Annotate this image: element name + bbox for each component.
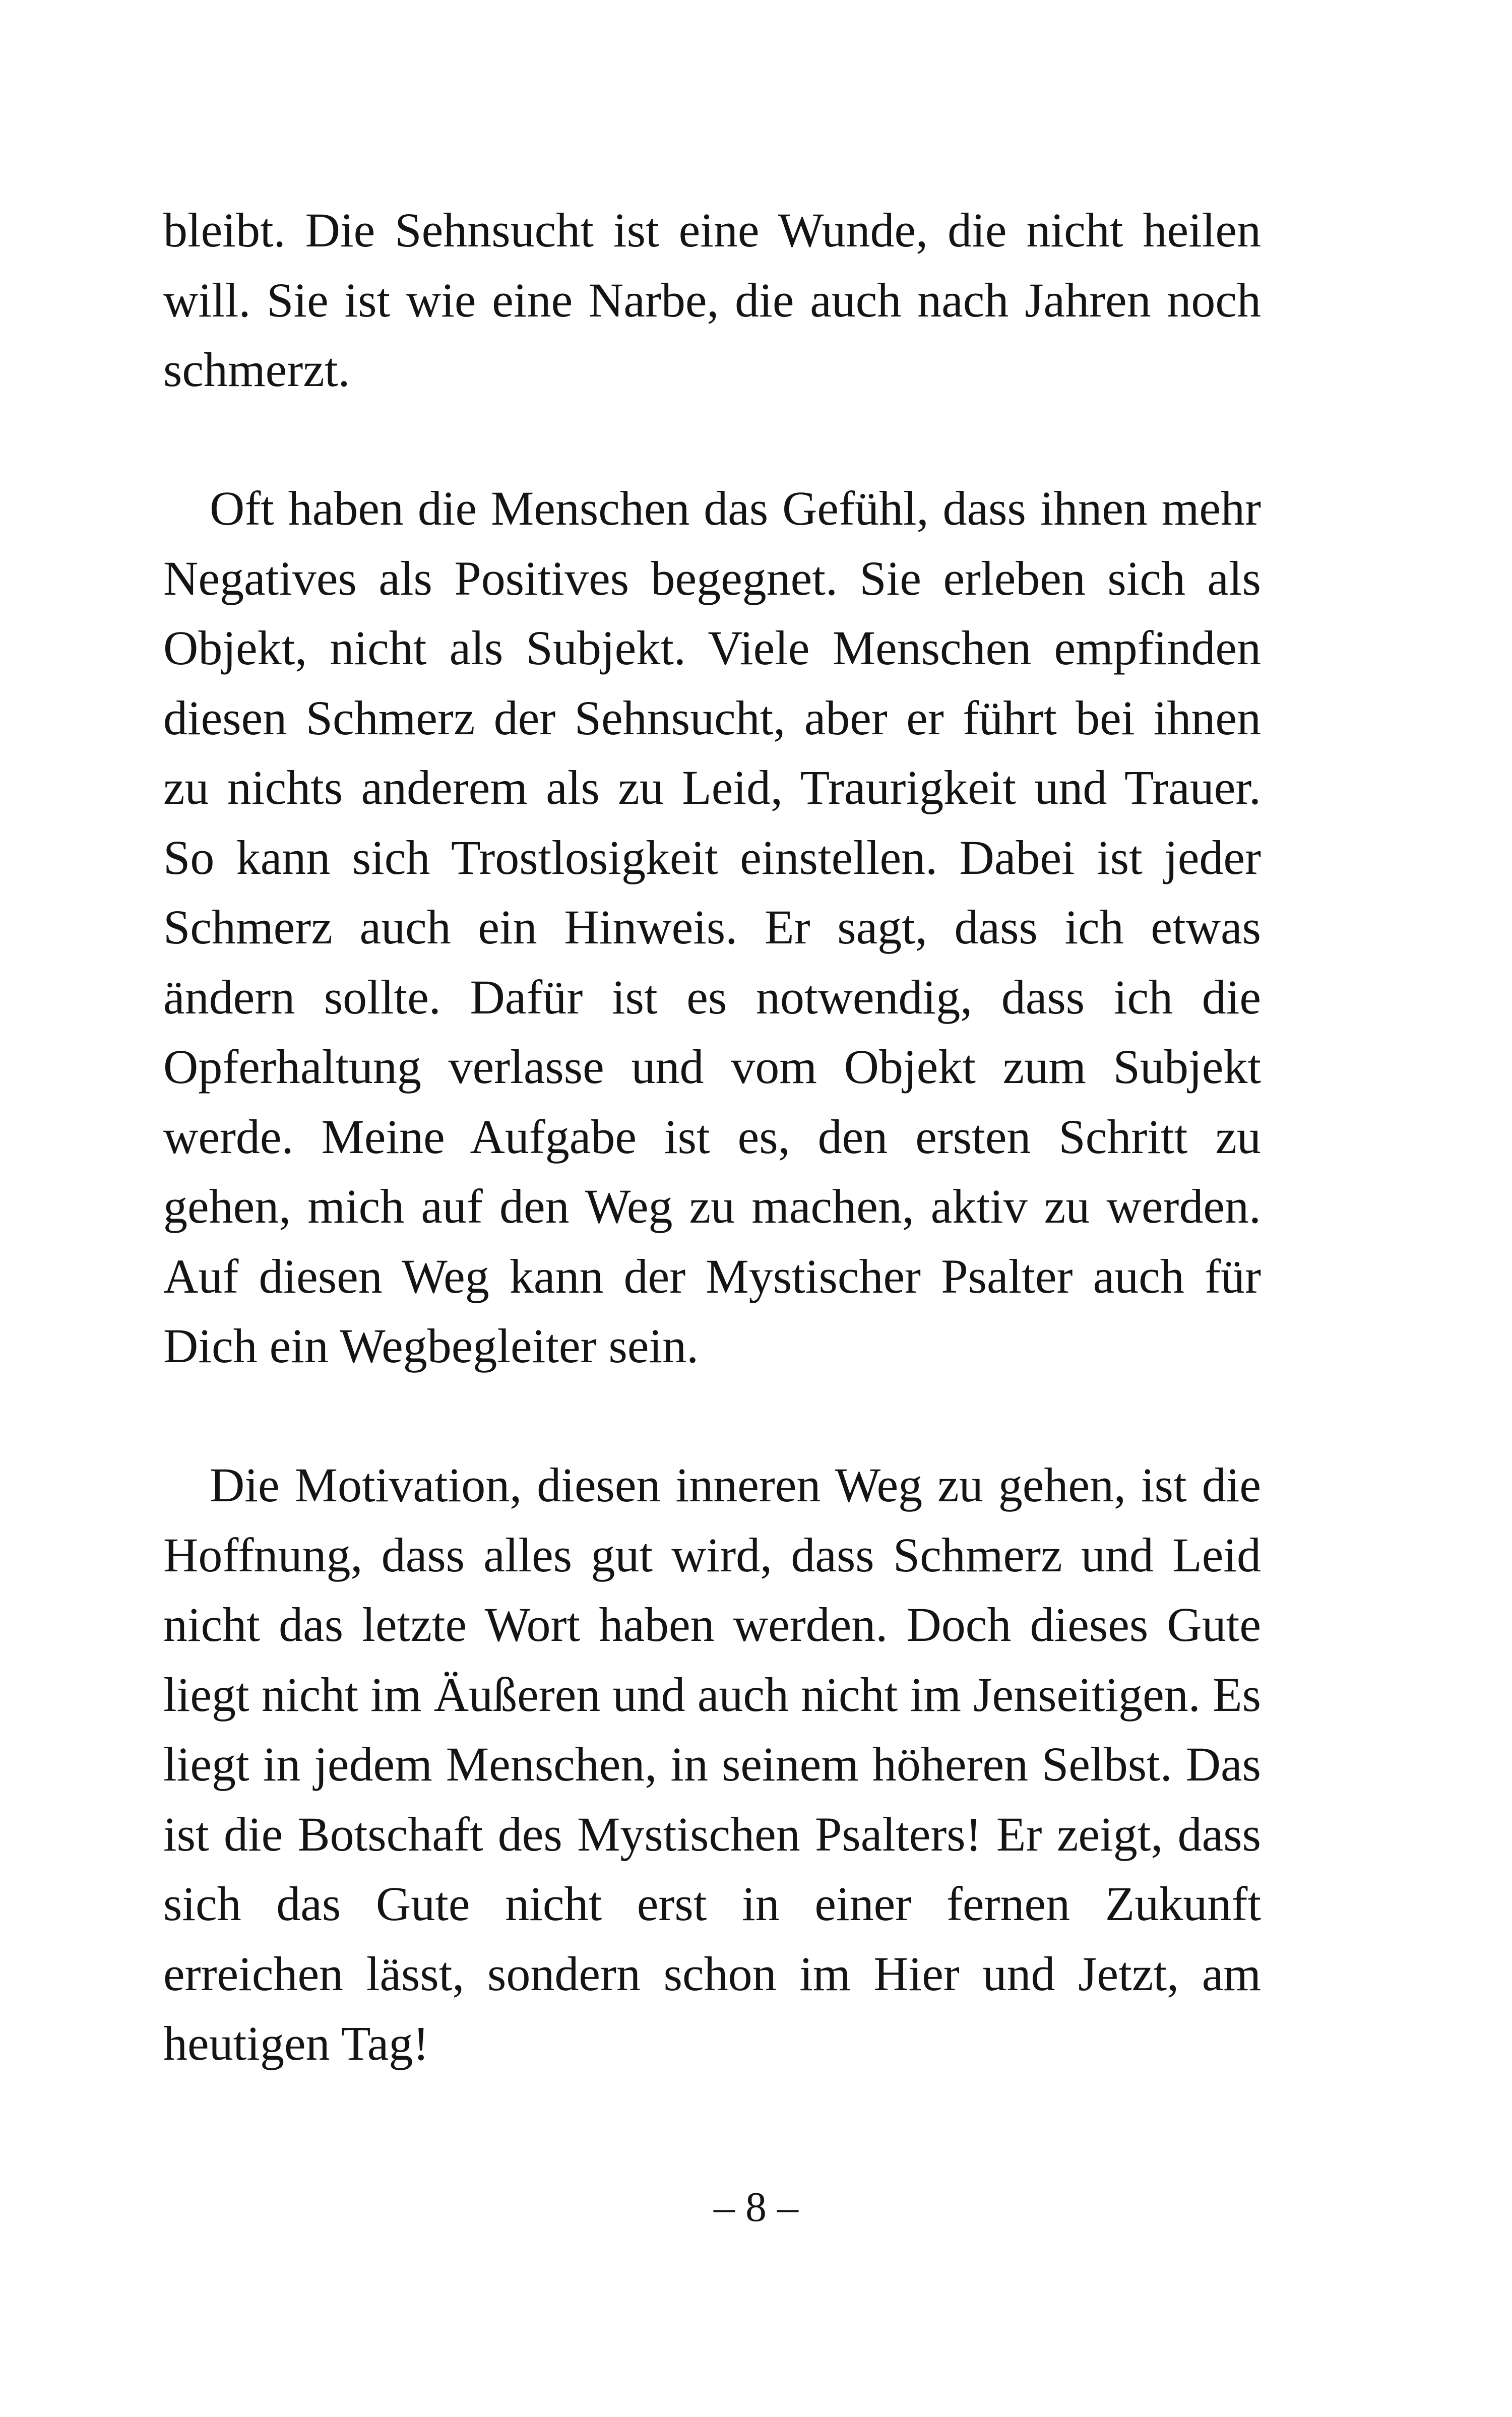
- page-number: – 8 –: [714, 2184, 798, 2231]
- paragraph-motivation: Die Motivation, diesen inneren Weg zu gehen, ist die Hoffnung, dass alles gut wird, dass Schmerz und Leid nicht das letzte Wort haben werden. Doch dieses Gute liegt nicht im Äußeren und auch nicht im Jenseitigen. Es liegt in jedem Menschen, in seinem höheren Selbst. Das ist die Botschaft des Mystischen Psalters! Er zeigt, dass sich das Gute nicht erst in einer fernen Zukunft erreichen lässt, sondern schon im Hier und Jetzt, am heutigen Tag!: [163, 1458, 1261, 2070]
- paragraph-negatives: Oft haben die Menschen das Gefühl, dass ihnen mehr Negatives als Positives begegnet. Sie erleben sich als Objekt, nicht als Subjekt. Viele Menschen empfinden diesen Schmerz der Sehnsucht, aber er führt bei ihnen zu nichts anderem als zu Leid, Traurigkeit und Trauer. So kann sich Trostlosigkeit einstellen. Dabei ist jeder Schmerz auch ein Hinweis. Er sagt, dass ich etwas ändern sollte. Dafür ist es notwendig, dass ich die Opferhaltung verlasse und vom Objekt zum Subjekt werde. Meine Aufgabe ist es, den ersten Schritt zu gehen, mich auf den Weg zu machen, aktiv zu werden. Auf diesen Weg kann der Mystischer Psalter auch für Dich ein Wegbegleiter sein.: [163, 481, 1261, 1373]
- paragraph-continuation: bleibt. Die Sehnsucht ist eine Wunde, die nicht heilen will. Sie ist wie eine Narbe, die auch nach Jahren noch schmerzt.: [163, 203, 1261, 397]
